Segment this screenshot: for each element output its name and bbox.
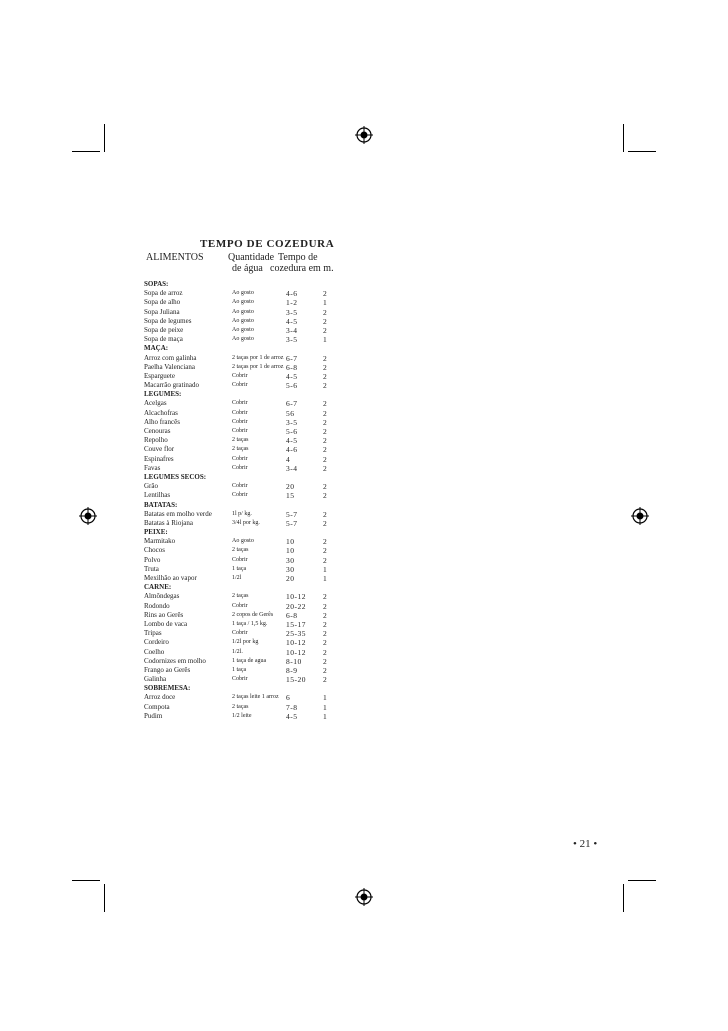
cell-time: 4-5 xyxy=(286,316,298,326)
cell-qty: Cobrir xyxy=(232,418,248,425)
cell-time: 6-8 xyxy=(286,610,298,620)
cell-n: 2 xyxy=(323,353,327,363)
cell-qty: Cobrir xyxy=(232,676,248,683)
cell-n: 2 xyxy=(323,509,327,519)
cell-time: 20 xyxy=(286,574,295,583)
cell-qty: Cobrir xyxy=(232,630,248,637)
cell-n: 2 xyxy=(323,408,327,418)
table-title: TEMPO DE COZEDURA xyxy=(200,238,335,250)
section-header xyxy=(144,583,334,592)
cell-n: 1 xyxy=(323,574,327,583)
cell-qty: 1 taça de agua xyxy=(232,657,267,664)
cell-time: 25-35 xyxy=(286,629,306,639)
cell-n: 1 xyxy=(323,711,327,721)
cell-time: 30 xyxy=(286,564,295,574)
cell-n: 2 xyxy=(323,417,327,427)
table-row xyxy=(144,675,334,684)
cell-qty: Ao gosto xyxy=(232,299,254,306)
cell-food: Macarrão gratinado xyxy=(144,381,199,390)
table-row xyxy=(144,372,334,381)
crop-mark xyxy=(628,151,656,152)
section-header xyxy=(144,344,334,353)
cell-n: 2 xyxy=(323,647,327,657)
table-row xyxy=(144,399,334,408)
cell-time: 8-9 xyxy=(286,665,298,675)
table-row xyxy=(144,455,334,464)
cell-n: 1 xyxy=(323,298,327,308)
cell-qty: Cobrir xyxy=(232,464,248,471)
cell-time: 3-5 xyxy=(286,417,298,427)
table-row xyxy=(144,317,334,326)
table-row xyxy=(144,638,334,647)
cell-n: 2 xyxy=(323,381,327,391)
cell-food: MAÇA: xyxy=(144,344,169,353)
table-row xyxy=(144,418,334,427)
cell-n: 2 xyxy=(323,665,327,675)
table-row xyxy=(144,289,334,298)
table-row xyxy=(144,592,334,601)
cell-qty: Cobrir xyxy=(232,428,248,434)
cell-qty: 2 taças por 1 de arroz xyxy=(232,354,284,361)
table-row xyxy=(144,546,334,555)
registration-mark-icon xyxy=(355,126,373,144)
table-row xyxy=(144,445,334,454)
cell-food: Galinha xyxy=(144,675,167,684)
cell-n: 2 xyxy=(323,316,327,326)
cell-qty: 2 taças xyxy=(232,547,249,554)
table-row xyxy=(144,308,334,317)
cell-food: Polvo xyxy=(144,555,161,564)
table-row xyxy=(144,556,334,565)
cell-food: Repolho xyxy=(144,436,168,445)
cell-food: Alho francês xyxy=(144,417,180,426)
section-header xyxy=(144,390,334,399)
cell-food: Cordeiro xyxy=(144,638,169,647)
cell-time: 3-4 xyxy=(286,463,298,473)
cell-qty: 3/4l por kg. xyxy=(232,519,260,526)
cell-food: Codornizes em molho xyxy=(144,656,206,665)
cell-qty: 1/2l por kg xyxy=(232,639,259,646)
cell-time: 7-8 xyxy=(286,702,298,712)
cell-n: 2 xyxy=(323,436,327,446)
cell-qty: 2 taças leite 1 arroz xyxy=(232,694,279,701)
cell-n: 2 xyxy=(323,610,327,620)
table-row xyxy=(144,482,334,491)
cell-time: 3-5 xyxy=(286,307,298,317)
table-row xyxy=(144,427,334,436)
cell-qty: Cobrir xyxy=(232,556,248,563)
cell-food: Cenouras xyxy=(144,427,171,435)
cell-time: 5-6 xyxy=(286,381,298,391)
cell-qty: Cobrir xyxy=(232,602,248,609)
header-time-line2: cozedura em m. xyxy=(270,263,334,274)
cell-time: 4-6 xyxy=(286,289,298,299)
cell-n: 2 xyxy=(323,675,327,685)
cell-food: Arroz com galinha xyxy=(144,353,197,362)
section-header xyxy=(144,684,334,693)
cell-n: 1 xyxy=(323,335,327,345)
table-row xyxy=(144,381,334,390)
cell-n: 2 xyxy=(323,656,327,666)
cell-qty: 1/2 leite xyxy=(232,712,252,719)
cell-qty: Cobrir xyxy=(232,483,248,490)
cell-time: 6-7 xyxy=(286,399,298,409)
crop-mark xyxy=(623,884,624,912)
cell-food: Espinafres xyxy=(144,454,174,463)
cell-time: 15 xyxy=(286,491,295,501)
cell-time: 20 xyxy=(286,482,295,492)
table-row xyxy=(144,537,334,546)
registration-mark-icon xyxy=(79,507,97,525)
cell-qty: Ao gosto xyxy=(232,326,254,333)
cell-n: 2 xyxy=(323,362,327,372)
crop-mark xyxy=(72,880,100,881)
cell-qty: Cobrir xyxy=(232,400,248,407)
table-row xyxy=(144,703,334,712)
table-row xyxy=(144,335,334,344)
cell-n: 2 xyxy=(323,427,327,436)
cell-food: Sopa de peixe xyxy=(144,325,184,334)
cell-n: 2 xyxy=(323,371,327,381)
table-row xyxy=(144,712,334,721)
table-row xyxy=(144,602,334,611)
cell-food: SOBREMESA: xyxy=(144,684,191,693)
cell-food: BATATAS: xyxy=(144,500,178,509)
table-row xyxy=(144,491,334,500)
cell-food: Almôndegas xyxy=(144,592,180,601)
table-row xyxy=(144,409,334,418)
cell-time: 4 xyxy=(286,454,291,464)
cell-n: 2 xyxy=(323,289,327,299)
table-row xyxy=(144,436,334,445)
cell-food: Frango ao Gerês xyxy=(144,665,191,674)
section-header xyxy=(144,501,334,510)
cell-qty: Cobrir xyxy=(232,492,248,499)
cell-n: 1 xyxy=(323,702,327,712)
cell-time: 6-7 xyxy=(286,353,298,363)
cell-qty: Cobrir xyxy=(232,372,248,379)
crop-mark xyxy=(623,124,624,152)
table-row xyxy=(144,354,334,363)
cell-n: 2 xyxy=(323,638,327,648)
cell-food: Coelho xyxy=(144,647,165,656)
cell-food: CARNE: xyxy=(144,583,172,592)
table-row xyxy=(144,519,334,528)
table-row xyxy=(144,565,334,574)
cell-n: 2 xyxy=(323,454,327,464)
cell-food: Truta xyxy=(144,564,159,573)
cell-time: 10-12 xyxy=(286,647,306,657)
cell-n: 2 xyxy=(323,546,327,556)
cell-qty: Ao gosto xyxy=(232,290,254,297)
cell-food: Compota xyxy=(144,702,170,711)
cell-n: 2 xyxy=(323,463,327,473)
cell-time: 5-6 xyxy=(286,427,298,436)
cell-food: Sopa de maça xyxy=(144,335,183,344)
cell-time: 30 xyxy=(286,555,295,565)
table-row xyxy=(144,510,334,519)
cell-time: 4-6 xyxy=(286,445,298,455)
cell-n: 2 xyxy=(323,555,327,565)
cell-time: 8-10 xyxy=(286,656,302,666)
cell-qty: 1 taça / 1,5 kg. xyxy=(232,620,268,627)
cell-qty: Ao gosto xyxy=(232,336,254,343)
cell-n: 1 xyxy=(323,693,327,703)
crop-mark xyxy=(72,151,100,152)
section-header xyxy=(144,280,334,289)
cell-n: 2 xyxy=(323,325,327,335)
cell-qty: 1 taça xyxy=(232,565,247,572)
cell-time: 15-20 xyxy=(286,675,306,685)
cell-qty: 2 taças xyxy=(232,446,249,453)
cell-n: 2 xyxy=(323,629,327,639)
table-row xyxy=(144,574,334,583)
cell-time: 10-12 xyxy=(286,638,306,648)
cell-food: Sopa de alho xyxy=(144,298,181,307)
cell-time: 5-7 xyxy=(286,509,298,519)
cell-food: Rins ao Gerês xyxy=(144,610,184,619)
cell-food: Lentilhas xyxy=(144,491,171,500)
cell-time: 5-7 xyxy=(286,518,298,528)
cell-qty: Cobrir xyxy=(232,409,248,416)
section-header xyxy=(144,528,334,537)
table-row xyxy=(144,363,334,372)
table-row xyxy=(144,657,334,666)
cell-time: 4-5 xyxy=(286,436,298,446)
cell-qty: Ao gosto xyxy=(232,317,254,324)
cell-food: Sopa de arroz xyxy=(144,289,183,298)
cell-qty: 2 taças xyxy=(232,593,249,600)
table-row xyxy=(144,298,334,307)
cell-food: Pudim xyxy=(144,711,163,720)
cell-qty: Ao gosto xyxy=(232,538,254,545)
cell-time: 56 xyxy=(286,408,295,418)
table-row xyxy=(144,611,334,620)
table-row xyxy=(144,326,334,335)
cell-food: Batatas à Riojana xyxy=(144,518,193,527)
cell-n: 2 xyxy=(323,592,327,602)
cell-food: Esparguete xyxy=(144,371,175,380)
table-row xyxy=(144,464,334,473)
cell-n: 1 xyxy=(323,564,327,574)
cell-time: 4-5 xyxy=(286,711,298,721)
cell-time: 20-22 xyxy=(286,601,306,611)
cell-qty: Cobrir xyxy=(232,455,248,462)
cell-qty: 2 taças por 1 de arroz xyxy=(232,363,284,370)
cell-time: 6 xyxy=(286,693,291,703)
cell-time: 10-12 xyxy=(286,592,306,602)
cell-qty: 1/2l xyxy=(232,575,242,581)
header-qty-line2: de água xyxy=(232,263,263,274)
cell-time: 6-8 xyxy=(286,362,298,372)
cell-time: 1-2 xyxy=(286,298,298,308)
cell-qty: Cobrir xyxy=(232,382,248,389)
cell-food: Couve flor xyxy=(144,445,175,454)
cell-food: Acelgas xyxy=(144,399,167,408)
cell-food: Favas xyxy=(144,463,161,472)
cell-time: 15-17 xyxy=(286,619,306,629)
cell-time: 10 xyxy=(286,537,295,547)
cell-food: Marmitako xyxy=(144,537,176,546)
table-row xyxy=(144,666,334,675)
cell-food: PEIXE: xyxy=(144,528,168,537)
cell-food: Arroz doce xyxy=(144,693,176,702)
cell-n: 2 xyxy=(323,601,327,611)
cell-qty: 2 copos de Gerês xyxy=(232,611,274,618)
cell-qty: 2 taças xyxy=(232,437,249,444)
cell-food: Batatas em molho verde xyxy=(144,509,212,518)
table-row xyxy=(144,648,334,657)
header-time-line1: Tempo de xyxy=(278,252,318,263)
cell-n: 2 xyxy=(323,537,327,547)
cell-food: Paelha Valenciana xyxy=(144,362,195,371)
section-header xyxy=(144,473,334,482)
registration-mark-icon xyxy=(631,507,649,525)
cell-food: Sopa Juliana xyxy=(144,307,180,316)
cell-qty: 1l p/ kg. xyxy=(232,510,252,517)
header-qty-line1: Quantidade xyxy=(228,252,275,263)
crop-mark xyxy=(104,884,105,912)
cell-n: 2 xyxy=(323,445,327,455)
cell-time: 4-5 xyxy=(286,371,298,381)
cell-time: 10 xyxy=(286,546,295,556)
cell-food: Mexilhão ao vapor xyxy=(144,574,197,582)
cell-food: Tripas xyxy=(144,629,162,638)
cell-food: LEGUMES SECOS: xyxy=(144,472,207,481)
table-row xyxy=(144,629,334,638)
header-food: ALIMENTOS xyxy=(146,252,204,263)
cell-food: Rodondo xyxy=(144,601,170,610)
crop-mark xyxy=(628,880,656,881)
cell-food: Sopa de legumes xyxy=(144,316,192,325)
cell-qty: 2 taças xyxy=(232,703,249,710)
cell-n: 2 xyxy=(323,307,327,317)
cell-food: Chocos xyxy=(144,546,165,555)
cell-n: 2 xyxy=(323,518,327,528)
cell-n: 2 xyxy=(323,619,327,629)
crop-mark xyxy=(104,124,105,152)
cell-food: SOPAS: xyxy=(144,280,169,288)
cell-food: LEGUMES: xyxy=(144,390,182,399)
cell-n: 2 xyxy=(323,482,327,492)
page-number: • 21 • xyxy=(573,838,598,850)
table-row xyxy=(144,693,334,702)
cell-qty: Ao gosto xyxy=(232,308,254,315)
cell-time: 3-4 xyxy=(286,325,298,335)
cooking-time-table xyxy=(144,280,334,721)
cell-time: 3-5 xyxy=(286,335,298,345)
cell-n: 2 xyxy=(323,399,327,409)
table-row xyxy=(144,620,334,629)
cell-food: Grão xyxy=(144,482,158,491)
registration-mark-icon xyxy=(355,888,373,906)
cell-food: Lombo de vaca xyxy=(144,619,188,628)
cell-qty: 1/2l. xyxy=(232,648,243,655)
cell-n: 2 xyxy=(323,491,327,501)
cell-food: Alcachofras xyxy=(144,408,178,417)
cell-qty: 1 taça xyxy=(232,666,247,673)
